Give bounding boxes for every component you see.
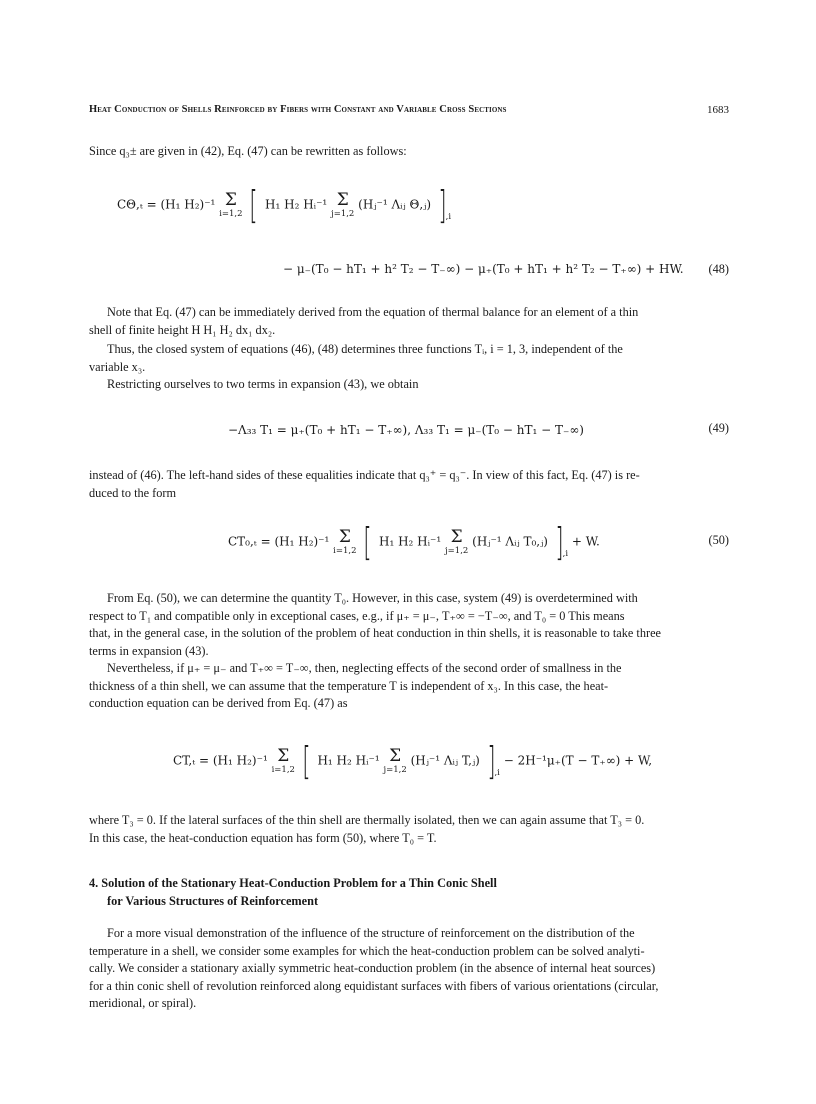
deriv-index: ,i [562, 548, 569, 559]
paragraph-note-line1: Note that Eq. (47) can be immediately derived from the equation of thermal balance for an element of a thin [107, 305, 639, 319]
paragraph-from-eq50 [89, 590, 729, 660]
eq50-mid: H₁ H₂ Hᵢ⁻¹ [379, 534, 442, 549]
sum-index-j: j=1,2 [331, 208, 355, 219]
paragraph-from-eq50-line4: terms in expansion (43). [89, 643, 209, 658]
paragraph-closed-system [89, 341, 729, 376]
paragraph-nevertheless-line2: thickness of a thin shell, we can assume that the temperature T is independent of x₃. In this case, the heat- [89, 678, 609, 693]
left-bracket: [ [249, 183, 258, 227]
sum-j-block [383, 745, 407, 775]
sum-symbol: Σ [277, 745, 290, 766]
eq51-lhs: CT,ₜ = (H₁ H₂)⁻¹ [173, 753, 268, 768]
sum-i-block [333, 526, 357, 556]
sum-index-i: i=1,2 [333, 545, 357, 556]
sum-symbol: Σ [450, 526, 463, 547]
sum-i-block [271, 745, 295, 775]
paragraph-nevertheless-line3: conduction equation can be derived from Eq. (47) as [89, 696, 348, 710]
paragraph-from-eq50-line2: respect to T₁ and compatible only in exceptional cases, e.g., if μ₊ = μ₋, T₊∞ = −T₋∞, and T₀ = 0 This means [89, 608, 625, 623]
paragraph-instead-line1: instead of (46). The left-hand sides of these equalities indicate that q₃⁺ = q₃⁻. In view of this fact, Eq. (47) is re- [89, 468, 640, 482]
eq48-mid: H₁ H₂ Hᵢ⁻¹ [265, 197, 328, 212]
paragraph-from-eq50-line3: that, in the general case, in the solution of the problem of heat conduction in thin shells, it is reasonable to take three [89, 626, 661, 640]
paragraph-visual-demo-line1: For a more visual demonstration of the influence of the structure of reinforcement on the distribution of the [107, 926, 635, 940]
equation-50 [228, 520, 600, 564]
sum-index-j: j=1,2 [383, 764, 407, 775]
right-bracket: ] [438, 183, 447, 227]
equation-49-number: (49) [708, 421, 729, 435]
equation-49: −Λ₃₃ T₁ = μ₊(T₀ + hT₁ − T₊∞), Λ₃₃ T₁ = μ₋(T₀ − hT₁ − T₋∞) [228, 423, 584, 437]
paragraph-where-line1: where T₃ = 0. If the lateral surfaces of the thin shell are thermally isolated, then we can again assume that T₃ = 0. [89, 813, 645, 827]
paragraph-visual-demo [89, 925, 729, 1013]
paragraph-visual-demo-line5: meridional, or spiral). [89, 996, 197, 1010]
sum-index-i: i=1,2 [271, 764, 295, 775]
sum-j-block [445, 526, 469, 556]
sum-index-i: i=1,2 [219, 208, 243, 219]
equation-48-bottom: − μ₋(T₀ − hT₁ + h² T₂ − T₋∞) − μ₊(T₀ + hT₁ + h² T₂ − T₊∞) + HW. [283, 262, 684, 276]
paragraph-intro: Since q₃± are given in (42), Eq. (47) can be rewritten as follows: [89, 144, 407, 158]
sum-index-j: j=1,2 [445, 545, 469, 556]
paragraph-closed-system-line1: Thus, the closed system of equations (46), (48) determines three functions Tᵢ, i = 1, 3, independent of the [107, 342, 623, 356]
paragraph-where [89, 812, 729, 847]
equation-50-number: (50) [708, 533, 729, 547]
eq51-tail: − 2H⁻¹μ₊(T − T₊∞) + W, [503, 753, 653, 768]
sum-i-block [219, 189, 243, 219]
running-head [89, 104, 729, 120]
paragraph-where-line2: In this case, the heat-conduction equation has form (50), where T₀ = T. [89, 830, 437, 845]
eq48-lhs: CΘ,ₜ = (H₁ H₂)⁻¹ [117, 197, 216, 212]
left-bracket: [ [302, 739, 311, 783]
equation-heat-conduction [173, 739, 653, 783]
eq50-inner: (Hⱼ⁻¹ Λᵢⱼ T₀,ⱼ) [472, 534, 548, 549]
paragraph-note-line2: shell of finite height H H₁ H₂ dx₁ dx₂. [89, 322, 276, 337]
eq50-tail: + W. [571, 534, 600, 549]
paragraph-nevertheless [89, 660, 729, 713]
right-bracket: ] [555, 520, 564, 564]
eq51-mid: H₁ H₂ Hᵢ⁻¹ [317, 753, 380, 768]
deriv-index: ,i [494, 767, 500, 778]
sum-j-block [331, 189, 355, 219]
eq50-lhs: CT₀,ₜ = (H₁ H₂)⁻¹ [228, 534, 330, 549]
sum-symbol: Σ [336, 189, 349, 210]
paragraph-note [89, 304, 729, 339]
paragraph-visual-demo-line4: for a thin conic shell of revolution reinforced along equidistant surfaces with fibers of various orientations (circular, [89, 978, 659, 993]
paragraph-closed-system-line2: variable x₃. [89, 359, 146, 374]
sum-symbol: Σ [338, 526, 351, 547]
sum-symbol: Σ [224, 189, 237, 210]
section-heading-line2: for Various Structures of Reinforcement [107, 893, 319, 908]
paragraph-restricting: Restricting ourselves to two terms in expansion (43), we obtain [107, 377, 419, 391]
paragraph-visual-demo-line2: temperature in a shell, we consider some examples for which the heat-conduction problem can be solved analyti- [89, 943, 645, 958]
sum-symbol: Σ [389, 745, 402, 766]
left-bracket: [ [363, 520, 372, 564]
page-number: 1683 [707, 104, 729, 116]
equation-48-top [117, 183, 452, 227]
eq48-inner: (Hⱼ⁻¹ Λᵢⱼ Θ,ⱼ) [358, 197, 432, 212]
paragraph-from-eq50-line1: From Eq. (50), we can determine the quantity T₀. However, in this case, system (49) is overdetermined with [107, 591, 638, 605]
deriv-index: ,i [445, 211, 452, 222]
paragraph-visual-demo-line3: cally. We consider a stationary axially symmetric heat-conduction problem (in the absence of internal heat sources) [89, 961, 656, 975]
paragraph-instead-line2: duced to the form [89, 485, 177, 500]
section-heading-line1: 4. Solution of the Stationary Heat-Conduction Problem for a Thin Conic Shell [89, 876, 497, 890]
paragraph-nevertheless-line1: Nevertheless, if μ₊ = μ₋ and T₊∞ = T₋∞, then, neglecting effects of the second order of smallness in the [107, 661, 622, 675]
running-title: Heat Conduction of Shells Reinforced by Fibers with Constant and Variable Cross Sections [89, 104, 507, 115]
right-bracket: ] [486, 739, 496, 783]
paragraph-instead [89, 467, 729, 502]
eq51-inner: (Hⱼ⁻¹ Λᵢⱼ T,ⱼ) [410, 753, 480, 768]
section-heading [89, 875, 729, 910]
equation-48-number: (48) [708, 262, 729, 276]
